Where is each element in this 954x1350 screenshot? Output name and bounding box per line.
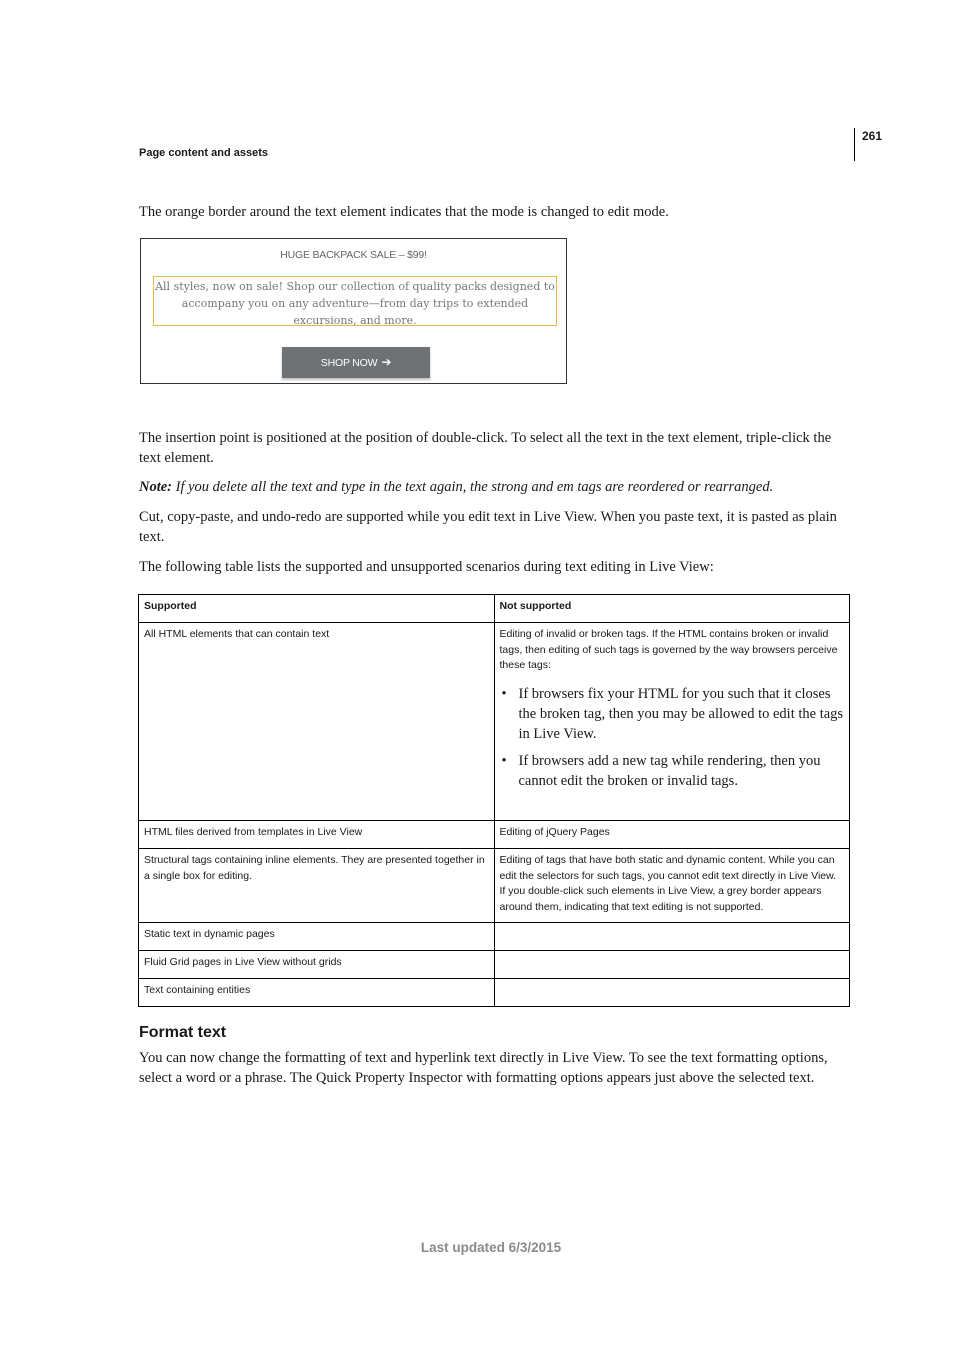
format-text-heading: Format text	[139, 1024, 227, 1041]
cell-supported: HTML files derived from templates in Live View	[139, 821, 495, 849]
cell-supported: Static text in dynamic pages	[139, 923, 495, 951]
cell-supported: All HTML elements that can contain text	[139, 623, 495, 821]
cell-not-supported	[494, 923, 850, 951]
insertion-paragraph: The insertion point is positioned at the position of double-click. To select all the text in the text element, triple-click the text element.	[139, 430, 832, 466]
format-text-paragraph: You can now change the formatting of text and hyperlink text directly in Live View. To see the text formatting options, select a word or a phrase. The Quick Property Inspector with formatting options appears just above the selected text.	[139, 1050, 828, 1086]
shop-now-label: SHOP NOW	[320, 357, 378, 369]
cell-not-supported	[494, 951, 850, 979]
edit-mode-text-element[interactable]	[153, 276, 557, 326]
table-row	[139, 951, 850, 979]
table-row	[139, 623, 850, 821]
cell-supported: Structural tags containing inline elements. They are presented together in a single box for editing.	[139, 849, 495, 923]
page-number: 261	[862, 129, 883, 143]
cell-supported: Text containing entities	[139, 979, 495, 1007]
cell-not-supported	[494, 623, 850, 821]
paste-paragraph: Cut, copy-paste, and undo-redo are supported while you edit text in Live View. When you paste text, it is pasted as plain text.	[139, 509, 837, 545]
list-item: • If browsers fix your HTML for you such that it closes the broken tag, then you may be allowed to edit the tags in Live View.	[500, 684, 845, 744]
header-not-supported: Not supported	[494, 595, 850, 623]
header-supported: Supported	[139, 595, 495, 623]
note-label: Note:	[139, 479, 173, 495]
shop-now-button[interactable]	[282, 347, 430, 378]
cell-not-supported-text: Editing of invalid or broken tags. If the HTML contains broken or invalid tags, then editing of such tags is governed by the way browsers perceive these tags:	[499, 628, 838, 671]
figure-heading: HUGE BACKPACK SALE – $99!	[280, 249, 427, 261]
table-intro-paragraph: The following table lists the supported and unsupported scenarios during text editing in Live View:	[139, 559, 714, 575]
list-item: • If browsers add a new tag while rendering, then you cannot edit the broken or invalid tags.	[500, 751, 845, 791]
bullet-list	[500, 684, 845, 791]
cell-not-supported: Editing of tags that have both static and dynamic content. While you can edit the selectors for such tags, you cannot edit text directly in Live View. If you double-click such elements in Live View, a grey border appears around them, indicating that text editing is not supported.	[494, 849, 850, 923]
figure-body-text: All styles, now on sale! Shop our collection of quality packs designed to accompany you on any adventure—from day trips to extended excursions, and more.	[155, 280, 555, 327]
table-row	[139, 849, 850, 923]
intro-paragraph: The orange border around the text element indicates that the mode is changed to edit mode.	[139, 204, 669, 220]
header-rule	[854, 128, 855, 161]
table-row	[139, 821, 850, 849]
scenarios-table	[138, 594, 850, 1007]
cell-supported: Fluid Grid pages in Live View without grids	[139, 951, 495, 979]
table-header-row	[139, 595, 850, 623]
footer-last-updated: Last updated 6/3/2015	[420, 1240, 562, 1255]
live-view-screenshot	[140, 238, 567, 384]
table-row	[139, 923, 850, 951]
cell-not-supported	[494, 979, 850, 1007]
running-header: Page content and assets	[139, 147, 268, 159]
arrow-right-icon: ➔	[381, 355, 392, 369]
note-text: If you delete all the text and type in the text again, the strong and em tags are reordered or rearranged.	[172, 479, 774, 495]
note-paragraph	[139, 477, 851, 497]
table-row	[139, 979, 850, 1007]
cell-not-supported: Editing of jQuery Pages	[494, 821, 850, 849]
